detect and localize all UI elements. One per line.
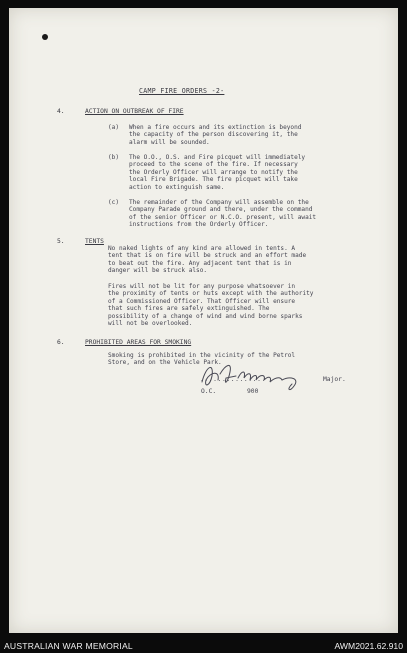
item-text: The O.O., O.S. and Fire picquet will immediately proceed to the scene of the fire. If necessary the Orderly Officer will arrange to notify the local Fire Brigade. The fire picquet will take action to extinguish same. (129, 154, 306, 191)
section-heading: TENTS (85, 238, 104, 245)
signature-dotted-line: ............... (200, 376, 266, 383)
item-label: (a) (108, 124, 120, 131)
section-heading: PROHIBITED AREAS FOR SMOKING (85, 339, 192, 346)
section-number: 6. (57, 339, 65, 346)
punch-hole (42, 34, 48, 40)
item-text: The remainder of the Company will assemble on the Company Parade ground and there, under the command of the senior Officer or N.C.O. present, will await instructions from the Orderly Officer. (129, 199, 317, 229)
signature-unit: 900 (247, 388, 259, 395)
signature-rank: Major. (323, 376, 346, 383)
section-paragraph: No naked lights of any kind are allowed in tents. A tent that is on fire will be struck and an effort made to beat out the fire. Any adjacent tent that is in danger will be struck also. (108, 245, 307, 275)
item-text: When a fire occurs and its extinction is beyond the capacity of the person discovering it, the alarm will be sounded. (129, 124, 302, 146)
section-paragraph: Smoking is prohibited in the vicinity of the Petrol Store, and on the Vehicle Park. (108, 352, 296, 367)
page-title: CAMP FIRE ORDERS -2- (139, 87, 225, 95)
archive-footer (0, 638, 407, 653)
archive-name: AUSTRALIAN WAR MEMORIAL (4, 641, 133, 651)
item-label: (b) (108, 154, 120, 161)
item-label: (c) (108, 199, 120, 206)
section-heading: ACTION ON OUTBREAK OF FIRE (85, 108, 184, 115)
signature-title: O.C. (201, 388, 217, 395)
archive-id: AWM2021.62.910 (334, 641, 403, 651)
section-number: 4. (57, 108, 65, 115)
section-paragraph: Fires will not be lit for any purpose whatsoever in the proximity of tents or huts except with the authority of a Commissioned Officer. That Officer will ensure that such fires are safely extinguished. The possibility of a change of wind and wind borne sparks will not be overlooked. (108, 283, 314, 328)
section-number: 5. (57, 238, 65, 245)
